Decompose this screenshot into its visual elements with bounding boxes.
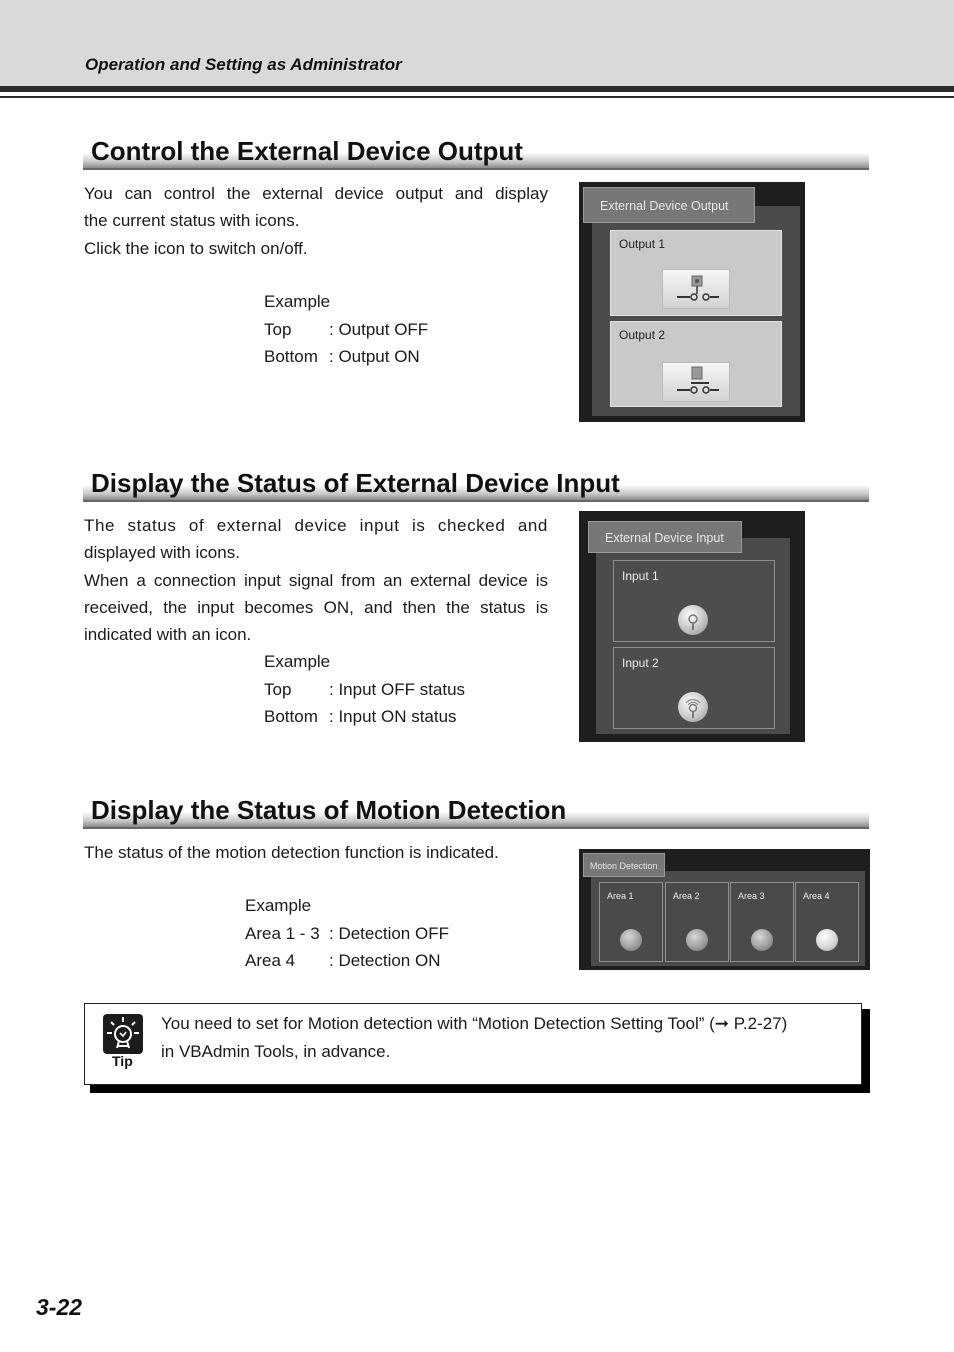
detection-on-icon — [816, 929, 838, 951]
section-text-input: The status of external device input is checked and displayed with icons. When a connection input signal from an external device is received, the input becomes ON, and then the status is indicated with an icon. — [84, 516, 548, 645]
output-panel-screenshot — [579, 182, 805, 422]
tab-external-device-output: External Device Output — [583, 187, 755, 223]
detection-off-icon — [686, 929, 708, 951]
lightbulb-icon — [103, 1014, 143, 1054]
detection-off-icon — [620, 929, 642, 951]
example-input: Example Top : Input OFF status Bottom : Input ON status — [264, 652, 466, 726]
area-2-card: Area 2 — [665, 882, 729, 962]
area-3-card: Area 3 — [730, 882, 794, 962]
header-rule-thick — [0, 86, 954, 92]
page-number: 3-22 — [36, 1294, 83, 1320]
input-2-card: Input 2 — [613, 647, 775, 729]
switch-on-icon — [663, 363, 729, 401]
input-panel-screenshot — [579, 511, 805, 742]
example-motion: Example Area 1 - 3 : Detection OFF Area 4 : Detection ON — [245, 896, 449, 970]
input-off-indicator-icon — [678, 605, 708, 635]
input-on-indicator-icon — [678, 692, 708, 722]
section-heading-motion: Display the Status of Motion Detection — [83, 793, 869, 829]
detection-off-icon — [751, 929, 773, 951]
input-1-card: Input 1 — [613, 560, 775, 642]
output-2-toggle-button[interactable] — [662, 362, 730, 402]
section-heading-output: Control the External Device Output — [83, 134, 869, 170]
header-rule-thin — [0, 96, 954, 98]
tab-motion-detection: Motion Detection — [583, 853, 665, 877]
output-1-toggle-button[interactable] — [662, 269, 730, 309]
section-text-motion: The status of the motion detection function is indicated. — [84, 843, 499, 862]
output-1-card: Output 1 — [610, 230, 782, 316]
section-heading-input: Display the Status of External Device Input — [83, 466, 869, 502]
area-4-card: Area 4 — [795, 882, 859, 962]
tip-label: Tip — [112, 1053, 133, 1069]
output-2-card: Output 2 — [610, 321, 782, 407]
motion-panel-screenshot — [579, 849, 870, 970]
tip-text: You need to set for Motion detection with “Motion Detection Setting Tool” (➞ P.2-27) in VBAdmin Tools, in advance. — [161, 1014, 788, 1061]
example-output: Example Top : Output OFF Bottom : Output ON — [264, 292, 429, 366]
header-title: Operation and Setting as Administrator — [85, 55, 402, 74]
tab-external-device-input: External Device Input — [588, 521, 742, 553]
switch-off-icon — [663, 270, 729, 308]
area-1-card: Area 1 — [599, 882, 663, 962]
section-text-output: You can control the external device output and display the current status with icons. Click the icon to switch on/off. — [84, 184, 548, 258]
